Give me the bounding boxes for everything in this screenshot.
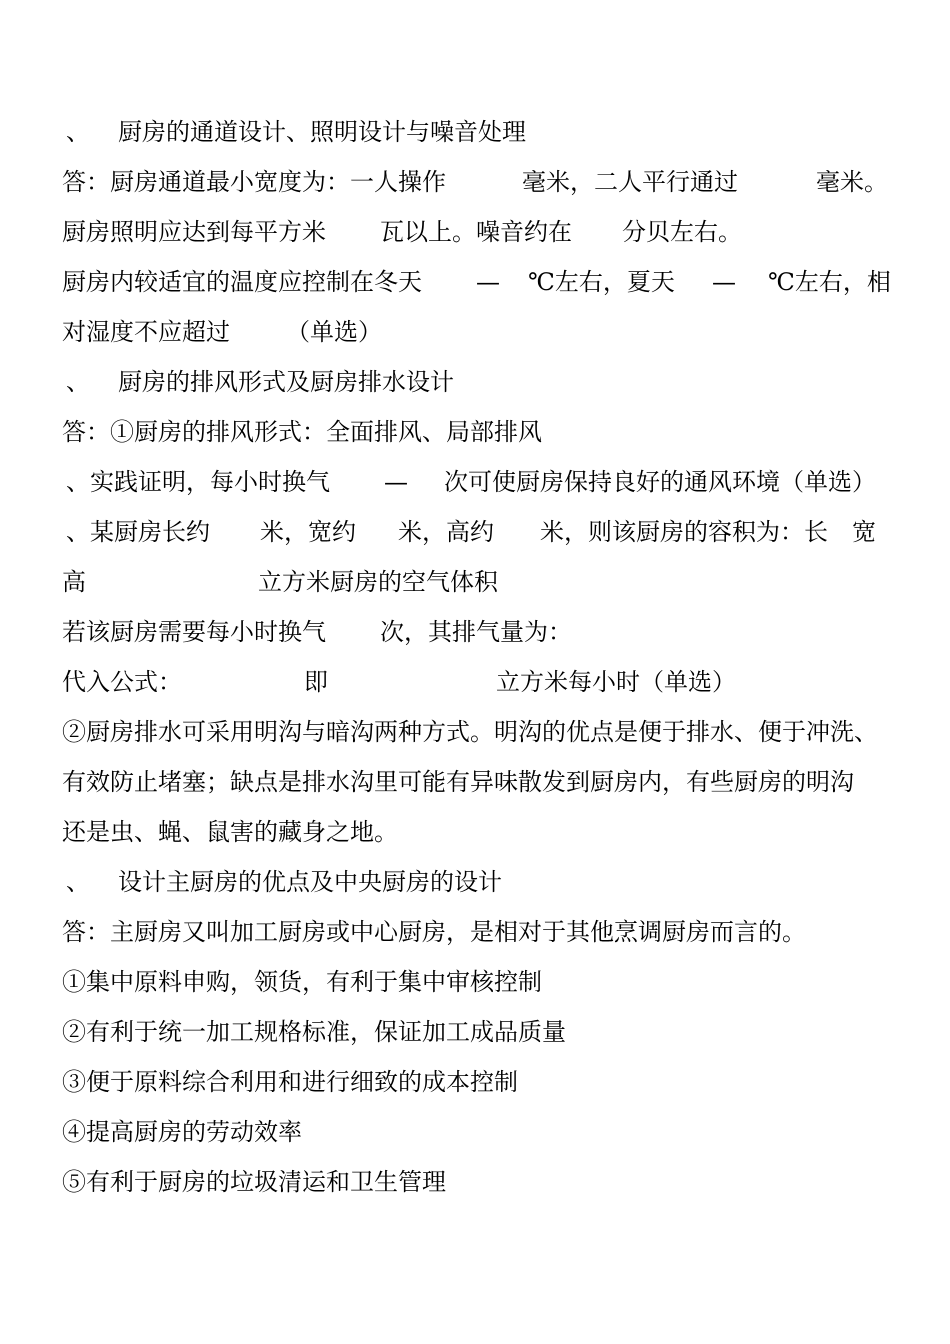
list-item: [62, 1015, 566, 1049]
text-line: [62, 815, 398, 849]
heading-marker: 、: [66, 368, 90, 396]
list-item: [62, 1115, 302, 1149]
text-segment: ①集中原料申购，领货，有利于集中审核控制: [62, 968, 542, 996]
text-segment: 次，其排气量为：: [380, 618, 572, 646]
text-line: [62, 515, 876, 549]
text-line: [62, 215, 742, 249]
section-heading-3: [62, 865, 502, 899]
text-segment: 米，则该厨房的容积为：长: [540, 518, 828, 546]
text-segment: 、某厨房长约: [66, 518, 210, 546]
text-segment: 立方米厨房的空气体积: [258, 568, 498, 596]
heading-marker: 、: [66, 868, 90, 896]
list-item: [62, 1065, 518, 1099]
text-segment: ②有利于统一加工规格标准，保证加工成品质量: [62, 1018, 566, 1046]
text-line: [62, 265, 891, 299]
text-segment: 有效防止堵塞；缺点是排水沟里可能有异味散发到厨房内，有些厨房的明沟: [62, 768, 854, 796]
text-segment: 米，宽约: [260, 518, 356, 546]
text-segment: 答：①厨房的排风形式：全面排风、局部排风: [62, 418, 542, 446]
list-item: [62, 965, 542, 999]
text-segment: 立方米每小时（单选）: [496, 668, 736, 696]
text-segment: 代入公式：: [62, 668, 182, 696]
text-segment: 还是虫、蝇、鼠害的藏身之地。: [62, 818, 398, 846]
text-segment: 若该厨房需要每小时换气: [62, 618, 326, 646]
heading-marker: 、: [66, 118, 90, 146]
text-line: [62, 665, 736, 699]
text-segment: 厨房内较适宜的温度应控制在冬天: [62, 268, 422, 296]
text-segment: 答：厨房通道最小宽度为：一人操作: [62, 168, 446, 196]
text-segment: 米，高约: [398, 518, 494, 546]
text-line: [62, 915, 806, 949]
text-segment: —: [712, 268, 736, 296]
text-segment: ④提高厨房的劳动效率: [62, 1118, 302, 1146]
text-segment: 毫米，二人平行通过: [522, 168, 738, 196]
text-segment: 即: [304, 668, 328, 696]
text-segment: 毫米。: [816, 168, 888, 196]
text-segment: 答：主厨房又叫加工厨房或中心厨房，是相对于其他烹调厨房而言的。: [62, 918, 806, 946]
text-segment: 、实践证明，每小时换气: [66, 468, 330, 496]
text-line: [62, 615, 572, 649]
text-line: [62, 165, 888, 199]
list-item: [62, 1165, 446, 1199]
text-segment: （单选）: [286, 318, 382, 346]
text-segment: —: [384, 468, 408, 496]
text-segment: 分贝左右。: [622, 218, 742, 246]
text-segment: 宽: [852, 518, 876, 546]
text-segment: 对湿度不应超过: [62, 318, 230, 346]
text-line: [62, 465, 876, 499]
text-segment: —: [476, 268, 500, 296]
text-line: [62, 415, 542, 449]
text-line: [62, 315, 382, 349]
text-segment: ③便于原料综合利用和进行细致的成本控制: [62, 1068, 518, 1096]
text-segment: ⑤有利于厨房的垃圾清运和卫生管理: [62, 1168, 446, 1196]
text-line: [62, 765, 854, 799]
text-segment: 瓦以上。噪音约在: [380, 218, 572, 246]
text-segment: 次可使厨房保持良好的通风环境（单选）: [444, 468, 876, 496]
heading-text: 厨房的通道设计、照明设计与噪音处理: [118, 118, 526, 146]
section-heading-1: [62, 115, 526, 149]
heading-text: 设计主厨房的优点及中央厨房的设计: [118, 868, 502, 896]
text-segment: ℃左右，相: [768, 268, 891, 296]
text-segment: ℃左右，夏天: [528, 268, 675, 296]
text-segment: 高: [62, 568, 86, 596]
section-heading-2: [62, 365, 454, 399]
text-segment: ②厨房排水可采用明沟与暗沟两种方式。明沟的优点是便于排水、便于冲洗、: [62, 718, 878, 746]
text-segment: 厨房照明应达到每平方米: [62, 218, 326, 246]
heading-text: 厨房的排风形式及厨房排水设计: [118, 368, 454, 396]
text-line: [62, 715, 878, 749]
text-line: [62, 565, 498, 599]
